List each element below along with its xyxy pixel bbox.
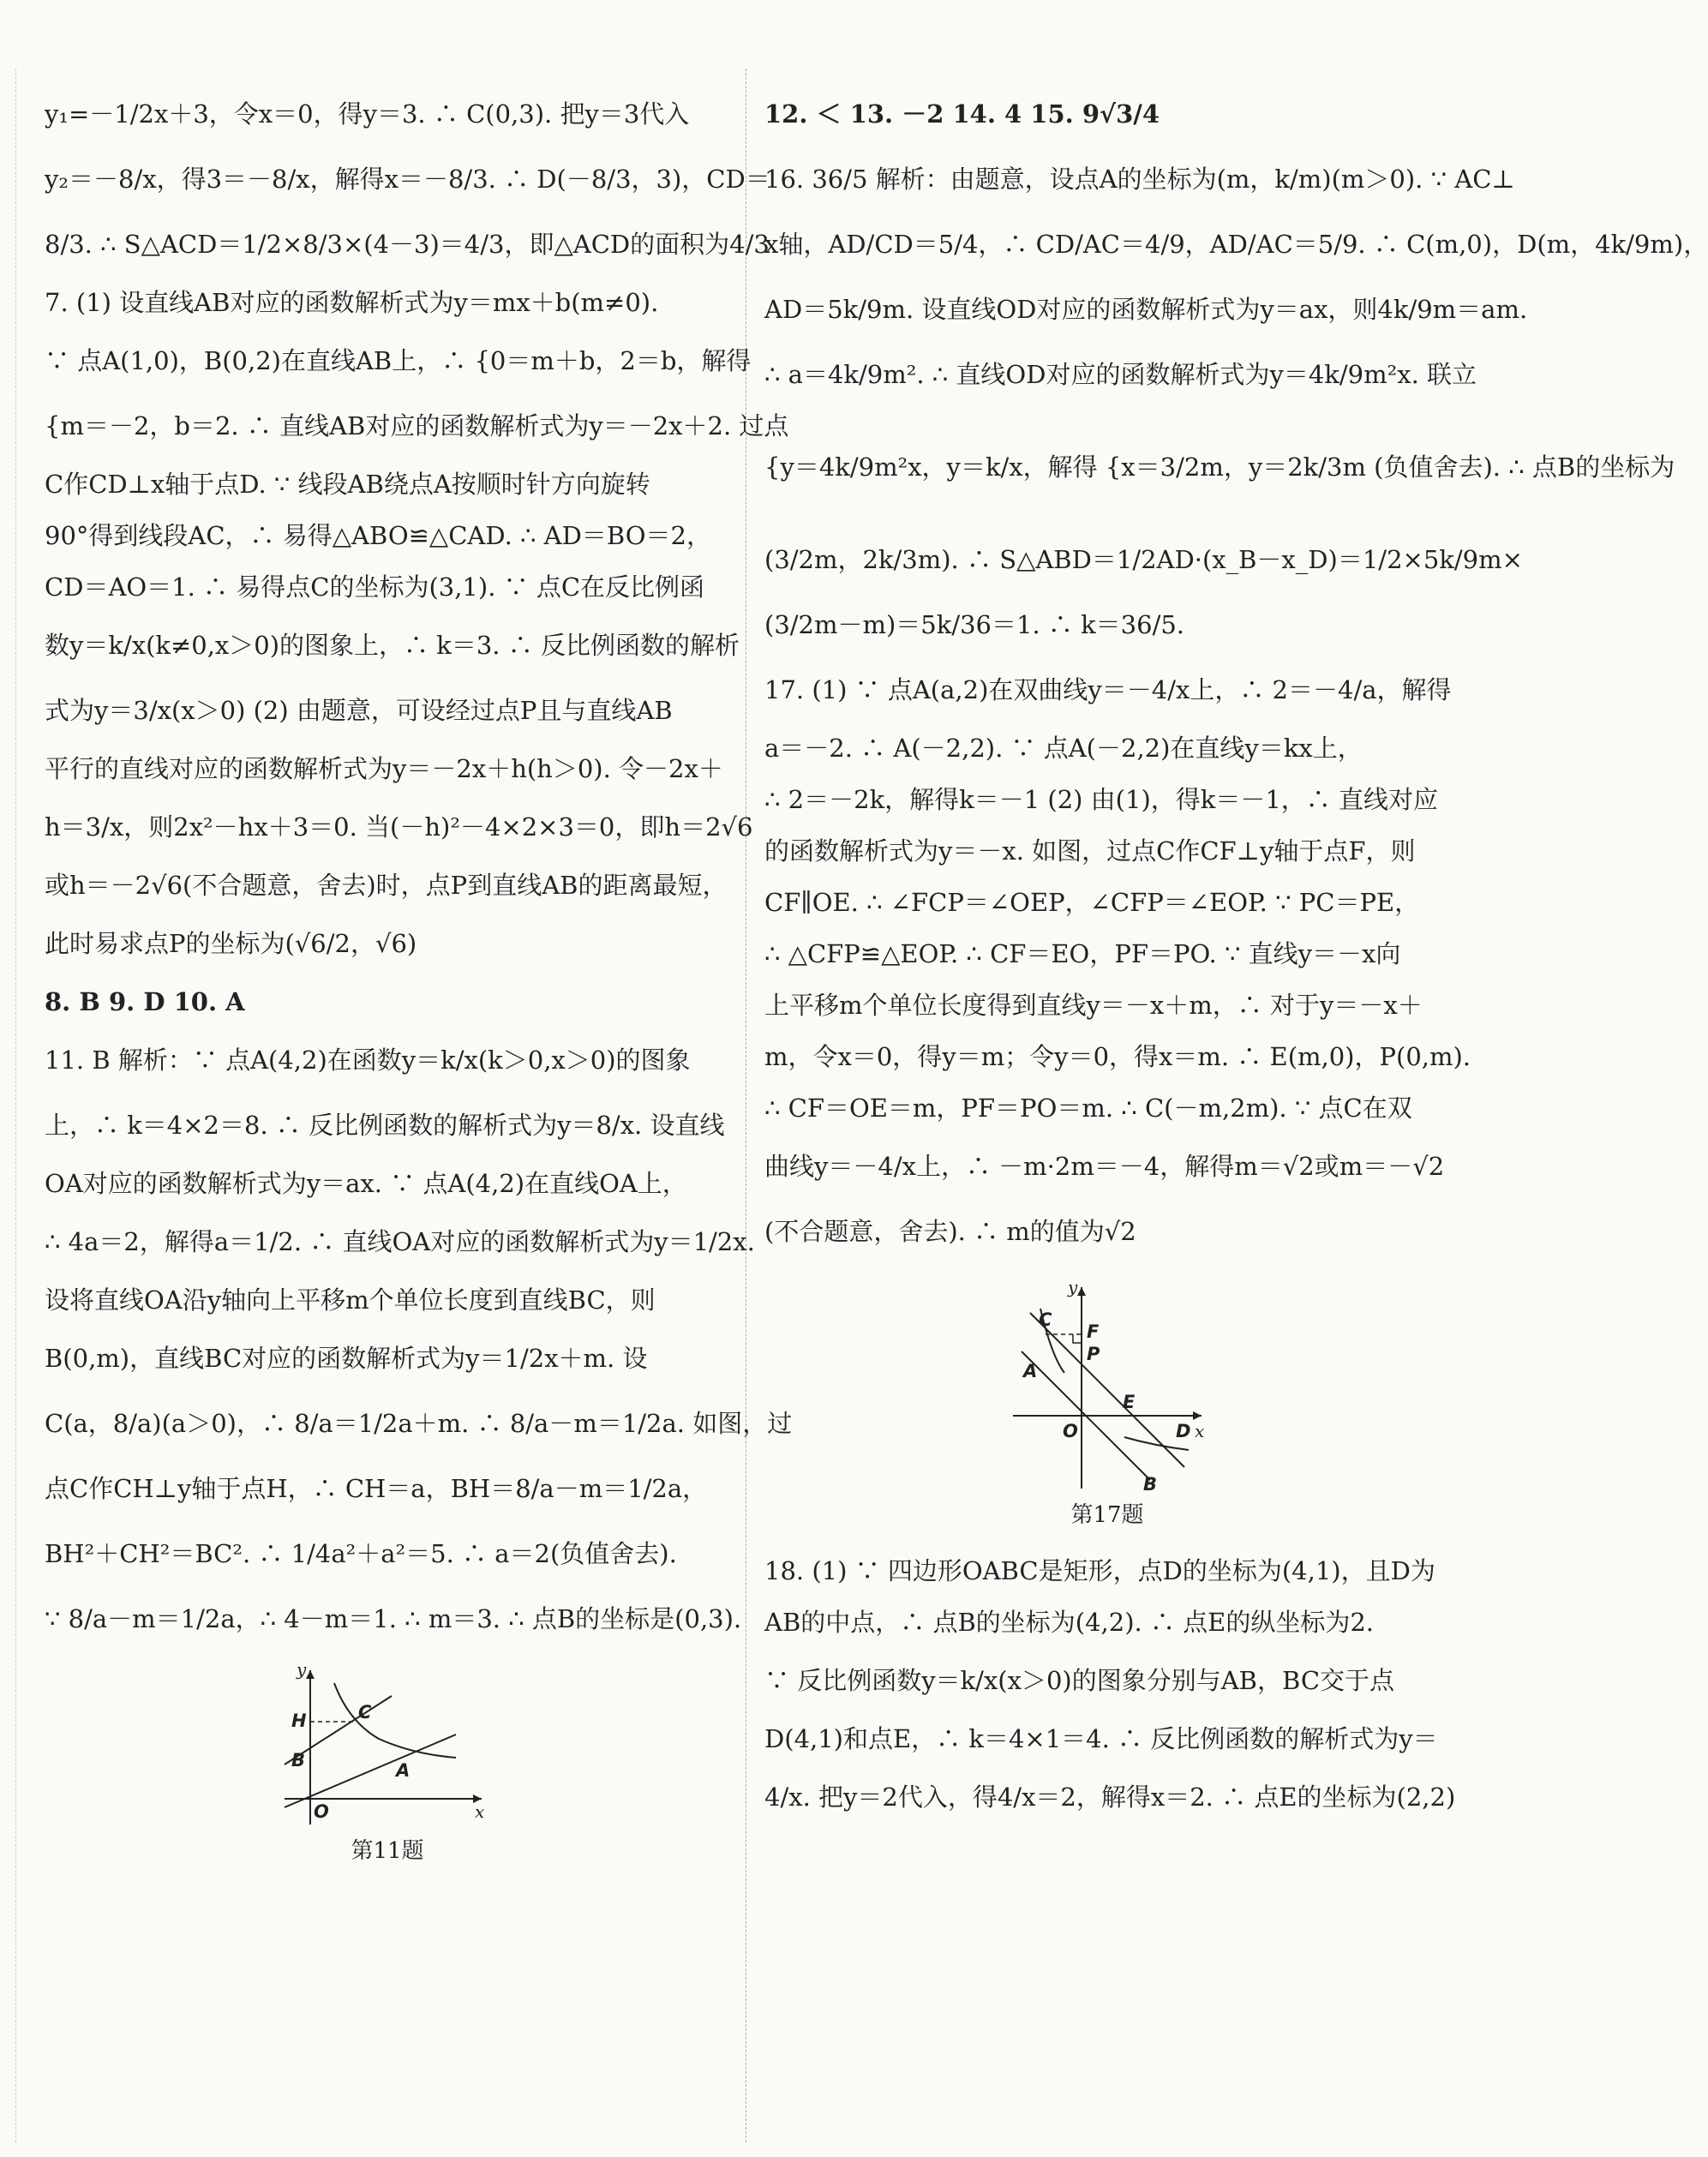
- text-line: ∴ △CFP≌△EOP. ∴ CF＝EO，PF＝PO. ∵ 直线y＝－x向: [764, 939, 1401, 968]
- text-line: (3/2m，2k/3m). ∴ S△ABD＝1/2AD·(x_B－x_D)＝1/2×5k/9m×: [764, 545, 1523, 574]
- text-line: ∵ 反比例函数y＝k/x(x＞0)的图象分别与AB，BC交于点: [764, 1666, 1395, 1695]
- point-b-label: B: [291, 1750, 306, 1771]
- text-line: 上平移m个单位长度得到直线y＝－x＋m，∴ 对于y＝－x＋: [764, 991, 1423, 1020]
- figure-11: [45, 1659, 730, 1866]
- point-f-label: F: [1087, 1321, 1100, 1342]
- text-line: 式为y＝3/x(x＞0) (2) 由题意，可设经过点P且与直线AB: [45, 696, 673, 725]
- text-line: ∴ a＝4k/9m². ∴ 直线OD对应的函数解析式为y＝4k/9m²x. 联立: [764, 360, 1477, 389]
- text-line: (不合题意，舍去). ∴ m的值为√2: [764, 1217, 1136, 1246]
- text-line: C作CD⊥x轴于点D. ∵ 线段AB绕点A按顺时针方向旋转: [45, 470, 650, 499]
- text-line: D(4,1)和点E，∴ k＝4×1＝4. ∴ 反比例函数的解析式为y＝: [764, 1724, 1438, 1753]
- q11-heading-line: 11. B 解析：∵ 点A(4,2)在函数y＝k/x(k＞0,x＞0)的图象: [45, 1046, 691, 1075]
- point-a-label: A: [396, 1760, 411, 1781]
- text-line: 8/3. ∴ S△ACD＝1/2×8/3×(4－3)＝4/3，即△ACD的面积为4/3: [45, 230, 770, 259]
- text-line: AB的中点，∴ 点B的坐标为(4,2). ∴ 点E的纵坐标为2.: [764, 1608, 1375, 1637]
- answers-8-10: 8. B 9. D 10. A: [45, 987, 245, 1016]
- text-line: 的函数解析式为y＝－x. 如图，过点C作CF⊥y轴于点F，则: [764, 836, 1416, 866]
- text-line: 上，∴ k＝4×2＝8. ∴ 反比例函数的解析式为y＝8/x. 设直线: [45, 1111, 725, 1140]
- q18-heading-line: 18. (1) ∵ 四边形OABC是矩形，点D的坐标为(4,1)，且D为: [764, 1556, 1435, 1585]
- text-line: 此时易求点P的坐标为(√6/2，√6): [45, 929, 417, 958]
- text-line: a＝－2. ∴ A(－2,2). ∵ 点A(－2,2)在直线y＝kx上，: [764, 734, 1363, 763]
- text-line: 4/x. 把y＝2代入，得4/x＝2，解得x＝2. ∴ 点E的坐标为(2,2): [764, 1783, 1456, 1812]
- text-line: OA对应的函数解析式为y＝ax. ∵ 点A(4,2)在直线OA上，: [45, 1169, 687, 1198]
- right-column: [764, 81, 1708, 1830]
- text-line: 点C作CH⊥y轴于点H，∴ CH＝a，BH＝8/a－m＝1/2a，: [45, 1474, 708, 1503]
- text-line: y₁=－1/2x＋3，令x＝0，得y＝3. ∴ C(0,3). 把y＝3代入: [45, 99, 690, 129]
- q7-heading-line: 7. (1) 设直线AB对应的函数解析式为y＝mx＋b(m≠0).: [45, 288, 659, 317]
- point-c-label: C: [1039, 1309, 1052, 1330]
- q16-heading-line: 16. 36/5 解析：由题意，设点A的坐标为(m，k/m)(m＞0). ∵ AC⊥: [764, 165, 1515, 194]
- text-line: 数y＝k/x(k≠0,x＞0)的图象上，∴ k＝3. ∴ 反比例函数的解析: [45, 631, 740, 660]
- text-line: 90°得到线段AC，∴ 易得△ABO≌△CAD. ∴ AD＝BO＝2，: [45, 521, 711, 550]
- y-axis-label: y: [297, 1659, 307, 1680]
- x-axis-label: x: [1195, 1421, 1205, 1441]
- figure-17: [764, 1274, 1450, 1530]
- point-c-label: C: [358, 1702, 372, 1723]
- point-a-label: A: [1023, 1361, 1038, 1381]
- text-line: 设将直线OA沿y轴向上平移m个单位长度到直线BC，则: [45, 1285, 656, 1315]
- point-b-label: B: [1143, 1474, 1158, 1495]
- text-line: {y＝4k/9m²x，y＝k/x，解得 {x＝3/2m，y＝2k/3m (负值舍去). ∴ 点B的坐标为: [764, 452, 1675, 482]
- y-axis-label: y: [1068, 1277, 1078, 1297]
- figure-17-graph: [1004, 1274, 1210, 1497]
- text-line: 或h＝－2√6(不合题意，舍去)时，点P到直线AB的距离最短，: [45, 871, 728, 900]
- figure-11-graph: [276, 1659, 499, 1833]
- text-line: CF∥OE. ∴ ∠FCP＝∠OEP，∠CFP＝∠EOP. ∵ PC＝PE，: [764, 888, 1420, 917]
- text-line: ∴ 2＝－2k，解得k＝－1 (2) 由(1)，得k＝－1，∴ 直线对应: [764, 785, 1439, 814]
- text-line: ∴ 4a＝2，解得a＝1/2. ∴ 直线OA对应的函数解析式为y＝1/2x.: [45, 1227, 755, 1256]
- text-line: ∴ CF＝OE＝m，PF＝PO＝m. ∴ C(－m,2m). ∵ 点C在双: [764, 1093, 1412, 1123]
- point-o-label: O: [1063, 1421, 1078, 1441]
- point-d-label: D: [1176, 1421, 1191, 1441]
- text-line: CD＝AO＝1. ∴ 易得点C的坐标为(3,1). ∵ 点C在反比例函: [45, 572, 705, 602]
- text-line: (3/2m－m)＝5k/36＝1. ∴ k＝36/5.: [764, 610, 1185, 639]
- text-line: AD＝5k/9m. 设直线OD对应的函数解析式为y＝ax，则4k/9m＝am.: [764, 295, 1528, 324]
- text-line: h＝3/x，则2x²－hx＋3＝0. 当(－h)²－4×2×3＝0，即h＝2√6: [45, 812, 753, 842]
- point-h-label: H: [291, 1711, 307, 1731]
- text-line: 曲线y＝－4/x上，∴ －m·2m＝－4，解得m＝√2或m＝－√2: [764, 1152, 1445, 1181]
- text-line: ∵ 点A(1,0)，B(0,2)在直线AB上，∴ {0＝m＋b，2＝b，解得: [45, 346, 752, 375]
- text-line: m，令x＝0，得y＝m；令y＝0，得x＝m. ∴ E(m,0)，P(0,m).: [764, 1042, 1471, 1071]
- text-line: {m＝－2，b＝2. ∴ 直线AB对应的函数解析式为y＝－2x＋2. 过点: [45, 411, 789, 440]
- text-line: y₂＝－8/x，得3＝－8/x，解得x＝－8/3. ∴ D(－8/3，3)，CD＝: [45, 165, 770, 194]
- point-p-label: P: [1087, 1344, 1100, 1364]
- left-column: [45, 81, 793, 1881]
- x-axis-label: x: [475, 1801, 485, 1822]
- figure-11-caption: 第11题: [351, 1838, 424, 1864]
- text-line: 平行的直线对应的函数解析式为y＝－2x＋h(h＞0). 令－2x＋: [45, 754, 723, 783]
- text-line: B(0,m)，直线BC对应的函数解析式为y＝1/2x＋m. 设: [45, 1344, 648, 1373]
- q17-heading-line: 17. (1) ∵ 点A(a,2)在双曲线y＝－4/x上，∴ 2＝－4/a，解得: [764, 675, 1452, 704]
- text-line: x轴，AD/CD＝5/4，∴ CD/AC＝4/9，AD/AC＝5/9. ∴ C(m,0)，D(m，4k/9m)，: [764, 230, 1708, 259]
- text-line: BH²＋CH²＝BC². ∴ 1/4a²＋a²＝5. ∴ a＝2(负值舍去).: [45, 1539, 677, 1568]
- point-o-label: O: [314, 1801, 329, 1822]
- text-line: C(a，8/a)(a＞0)，∴ 8/a＝1/2a＋m. ∴ 8/a－m＝1/2a. 如图，过: [45, 1409, 793, 1438]
- text-line: ∵ 8/a－m＝1/2a，∴ 4－m＝1. ∴ m＝3. ∴ 点B的坐标是(0,3).: [45, 1604, 742, 1633]
- answers-12-15: 12. ＜ 13. －2 14. 4 15. 9√3/4: [764, 99, 1160, 129]
- binding-rule: [15, 69, 16, 2142]
- point-e-label: E: [1123, 1392, 1136, 1412]
- figure-17-caption: 第17题: [1070, 1502, 1144, 1528]
